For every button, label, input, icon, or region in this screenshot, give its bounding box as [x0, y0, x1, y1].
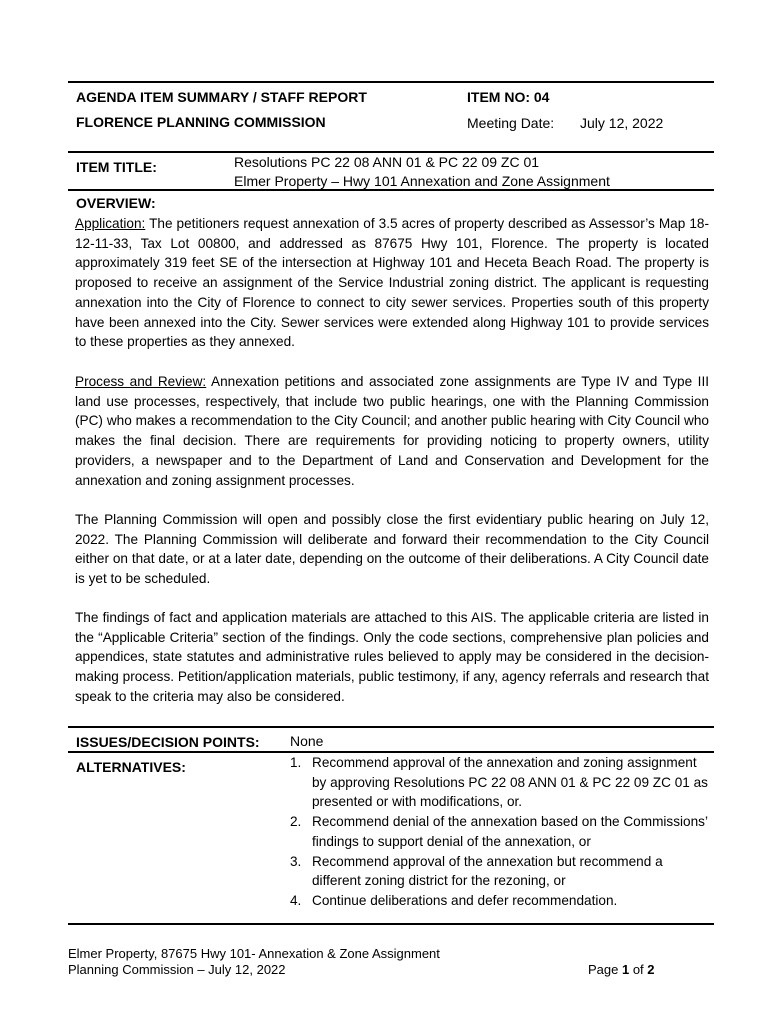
page-number: [588, 962, 655, 978]
process-text: Annexation petitions and associated zone assignments are Type IV and Type III land use processes, respectively, that include two public hearings, one with the Planning Commission (PC) who makes a recommendation to the City Council; and another public hearing with City Council who makes the final decision. There are requirements for providing noticing to property owners, utility providers, a newspaper and to the Department of Land and Conservation and Development for the annexation and zoning assignment processes.: [75, 374, 710, 488]
process-label: Process and Review:: [75, 374, 207, 389]
top-rule: [68, 81, 714, 83]
alternative-item: [285, 852, 710, 891]
commission-name: FLORENCE PLANNING COMMISSION: [76, 114, 326, 130]
application-text: The petitioners request annexation of 3.5 acres of property described as Assessor’s Map 18-12-11-33, Tax Lot 00800, and addressed as 87675 Hwy 101, Florence. The property is located approximately 319 feet SE of the intersection at Highway 101 and Heceta Beach Road. The property is proposed to receive an assignment of the Service Industrial zoning district. The applicant is requesting annexation into the City of Florence to connect to city sewer services. Properties south of this property have been annexed into the City. Sewer services were extended along Highway 101 to provide services to these properties as they annexed.: [75, 216, 709, 350]
overview-rule: [68, 726, 714, 728]
item-title-line-2: Elmer Property – Hwy 101 Annexation and Zone Assignment: [234, 173, 610, 189]
alternative-text: Recommend approval of the annexation but recommend a different zoning district for the rezoning, or: [312, 853, 663, 889]
page-prefix: Page: [588, 962, 622, 977]
application-label: Application:: [75, 216, 146, 231]
title-rule: [68, 189, 714, 191]
page-total: 2: [647, 962, 655, 977]
alternatives-label: ALTERNATIVES:: [76, 759, 186, 775]
footer-line-2: Planning Commission – July 12, 2022: [68, 962, 286, 977]
report-title: AGENDA ITEM SUMMARY / STAFF REPORT: [76, 89, 367, 105]
page-of: of: [629, 962, 648, 977]
meeting-date: July 12, 2022: [580, 115, 664, 131]
application-paragraph: [75, 214, 709, 352]
alternative-number: 2.: [290, 814, 302, 830]
footer-line-1: Elmer Property, 87675 Hwy 101- Annexation & Zone Assignment: [68, 946, 440, 961]
alternative-text: Recommend approval of the annexation and zoning assignment by approving Resolutions PC 22 08 ANN 01 & PC 22 09 ZC 01 as presented or with modifications, or.: [312, 755, 708, 810]
alternative-item: [285, 891, 710, 911]
alternative-item: [285, 812, 710, 851]
alternative-item: [285, 753, 710, 812]
issues-label: ISSUES/DECISION POINTS:: [76, 734, 260, 750]
findings-paragraph: The findings of fact and application materials are attached to this AIS. The applicable criteria are listed in the “Applicable Criteria” section of the findings. Only the code sections, comprehensive plan policies and appendices, state statutes and administrative rules believed to apply may be considered in the decision-making process. Petition/application materials, public testimony, if any, agency referrals and research that speak to the criteria may also be considered.: [75, 610, 709, 704]
hearing-paragraph: The Planning Commission will open and possibly close the first evidentiary public hearing on July 12, 2022. The Planning Commission will deliberate and forward their recommendation to the City Council either on that date, or at a later date, depending on the outcome of their deliberations. A City Council date is yet to be scheduled.: [75, 512, 709, 587]
issues-value: None: [290, 733, 324, 749]
item-number: ITEM NO: 04: [467, 89, 550, 105]
page-current: 1: [621, 962, 630, 977]
meeting-date-label: Meeting Date:: [467, 115, 555, 131]
overview-heading: OVERVIEW:: [76, 195, 156, 211]
bottom-rule: [68, 923, 714, 925]
alternative-number: 4.: [290, 892, 302, 908]
alternative-text: Continue deliberations and defer recommendation.: [312, 892, 618, 908]
alternative-text: Recommend denial of the annexation based on the Commissions’ findings to support denial of the annexation, or: [312, 814, 708, 849]
alternatives-list: [285, 753, 710, 911]
item-title-line-1: Resolutions PC 22 08 ANN 01 & PC 22 09 ZC 01: [234, 154, 540, 170]
alternative-number: 1.: [290, 755, 302, 770]
process-paragraph: [75, 372, 709, 490]
item-title-label: ITEM TITLE:: [76, 159, 157, 175]
alternative-number: 3.: [290, 853, 302, 869]
